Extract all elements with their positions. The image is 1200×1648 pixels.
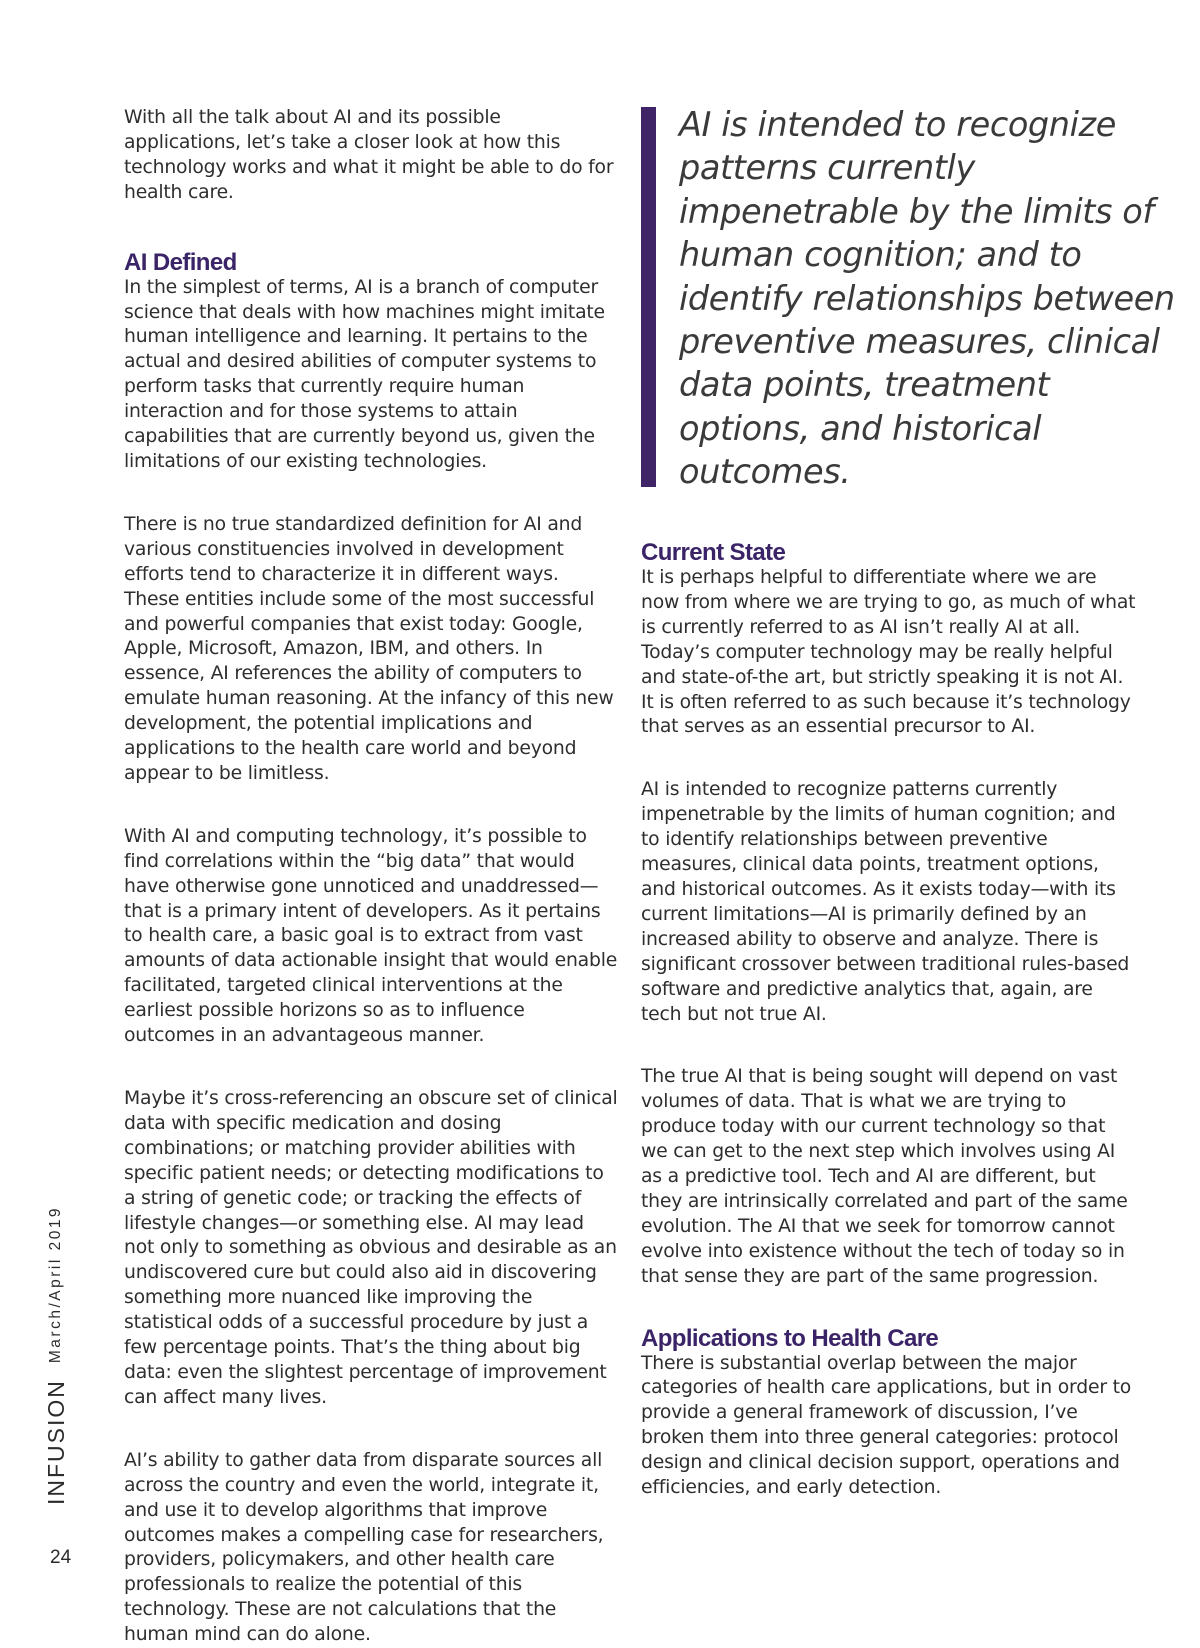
applications-heading: Applications to Health Care [641, 1324, 939, 1352]
current-state-paragraph-1: It is perhaps helpful to differentiate where we are now from where we are trying to go, as much of what is currently referred to as AI isn’t really AI at all. Today’s computer technology may be really helpful and state-of-the art, but strictly speaking it is not AI. It is often referred to as such because it’s technology that serves as an essential precursor to AI. [641, 567, 1136, 738]
ai-defined-heading: AI Defined [124, 248, 237, 276]
pull-quote [641, 105, 1189, 492]
infusion-logo: INFUSION [42, 1379, 69, 1505]
ai-defined-paragraph-4: Maybe it’s cross-referencing an obscure set of clinical data with specific medication and dosing combinations; or matching provider abilities with specific patient needs; or detecting modifications to a string of genetic code; or tracking the effects of lifestyle changes—or something else. AI may lead not only to something as obvious and desirable as an undiscovered cure but could also aid in discovering something more nuanced like improving the statistical odds of a successful procedure by just a few percentage points. That’s the thing about big data: even the slightest percentage of improvement can affect many lives. [124, 1088, 618, 1408]
pull-quote-text: AI is intended to recognize patterns currently impenetrable by the limits of human cognition; and to identify relationships between preventive measures, clinical data points, treatment options, and historical outcomes. [679, 105, 1175, 492]
ai-defined-paragraph-2: There is no true standardized definition for AI and various constituencies involved in development efforts tend to characterize it in different ways. These entities include some of the most successful and powerful companies that exist today: Google, Apple, Microsoft, Amazon, IBM, and others. In essence, AI references the ability of computers to emulate human reasoning. At the infancy of this new development, the potential implications and applications to the health care world and beyond appear to be limitless. [124, 513, 614, 784]
applications-paragraph: There is substantial overlap between the major categories of health care applications, but in order to provide a general framework of discussion, I’ve broken them into three general categories: protocol design and clinical decision support, operations and efficiencies, and early detection. [641, 1352, 1132, 1499]
magazine-sidebar [36, 1125, 76, 1505]
left-column [124, 106, 619, 1648]
page-number: 24 [50, 1547, 72, 1568]
current-state-paragraph-2: AI is intended to recognize patterns currently impenetrable by the limits of human cognition; and to identify relationships between preventive measures, clinical data points, treatment options, and historical outcomes. As it exists today—with its current limitations—AI is primarily defined by an increased ability to observe and analyze. There is significant crossover between traditional rules-based software and predictive analytics that, again, are tech but not true AI. [641, 779, 1130, 1025]
issue-date: March/April 2019 [47, 1205, 64, 1364]
ai-defined-paragraph-1: In the simplest of terms, AI is a branch of computer science that deals with how machines might imitate human intelligence and learning. It pertains to the actual and desired abilities of computer systems to perform tasks that currently require human interaction and for those systems to attain capabilities that are currently beyond us, given the limitations of our existing technologies. [124, 276, 605, 472]
ai-defined-paragraph-3: With AI and computing technology, it’s possible to find correlations within the “big data” that would have otherwise gone unnoticed and unaddressed—that is a primary intent of developers. As it pertains to health care, a basic goal is to extract from vast amounts of data actionable insight that would enable facilitated, targeted clinical interventions at the earliest possible horizons so as to influence outcomes in an advantageous manner. [124, 825, 618, 1047]
ai-defined-paragraph-5: AI’s ability to gather data from disparate sources all across the country and even the world, integrate it, and use it to develop algorithms that improve outcomes makes a compelling case for researchers, providers, policymakers, and other health care professionals to realize the potential of this technology. These are not calculations that the human mind can do alone. [124, 1449, 604, 1646]
intro-paragraph: With all the talk about AI and its possible applications, let’s take a closer look at how this technology works and what it might be able to do for health care. [124, 107, 614, 203]
right-column [641, 540, 1136, 1501]
current-state-heading: Current State [641, 539, 786, 566]
current-state-paragraph-3: The true AI that is being sought will depend on vast volumes of data. That is what we are trying to produce today with our current technology so that we can get to the next step which involves using AI as a predictive tool. Tech and AI are different, but they are intrinsically correlated and part of the same evolution. The AI that we seek for tomorrow cannot evolve into existence without the tech of today so in that sense they are part of the same progression. [641, 1066, 1128, 1287]
